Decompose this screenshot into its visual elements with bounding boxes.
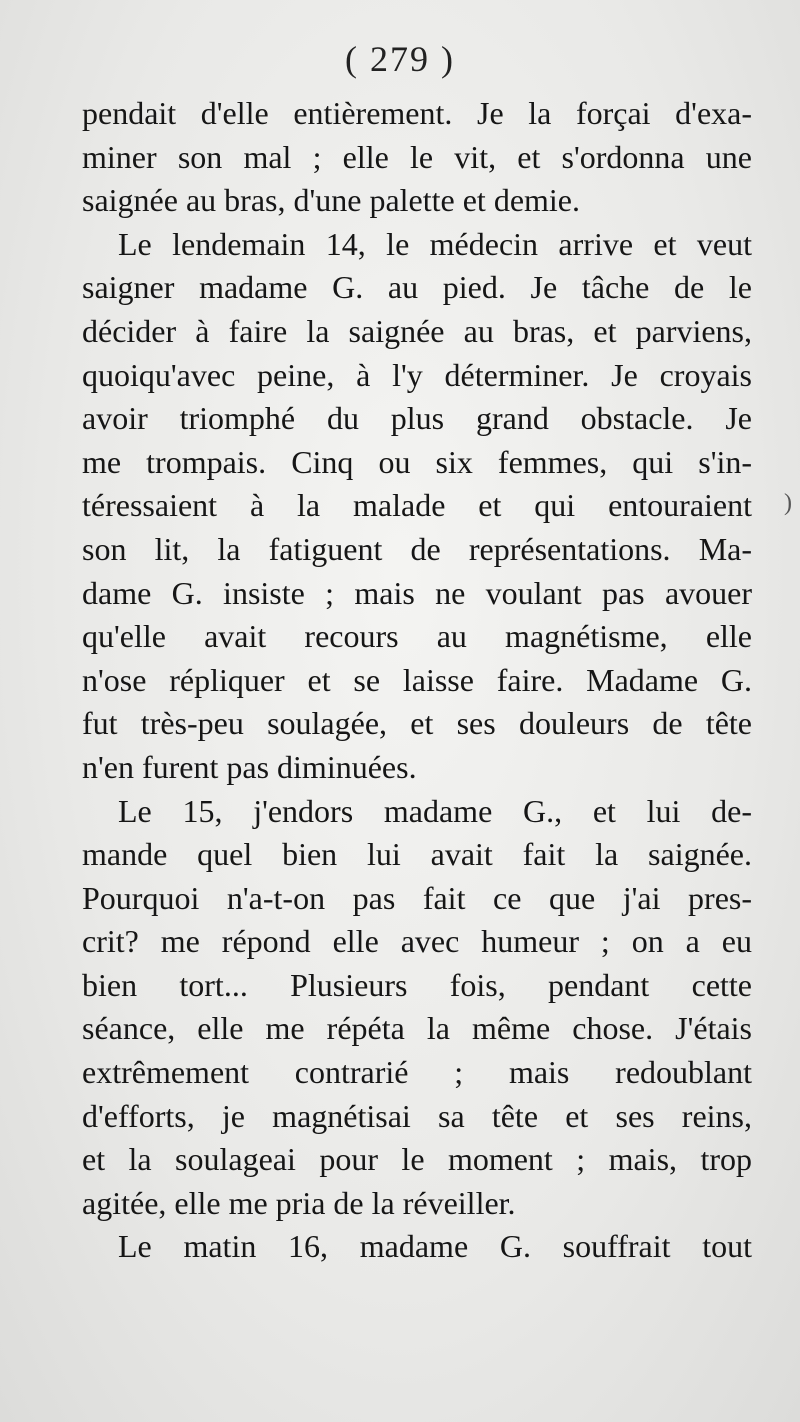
text-line: avoir triomphé du plus grand obstacle. Je <box>82 400 752 437</box>
text-line: saigner madame G. au pied. Je tâche de le <box>82 269 752 306</box>
page-number: ( 279 ) <box>345 39 455 79</box>
text-line: fut très-peu soulagée, et ses douleurs de tête <box>82 705 752 742</box>
text-line: qu'elle avait recours au magnétisme, elle <box>82 618 752 655</box>
text-line: dame G. insiste ; mais ne voulant pas avouer <box>82 574 752 611</box>
text-line: Le 15, j'endors madame G., et lui de- <box>118 792 752 829</box>
text-line: Pourquoi n'a-t-on pas fait ce que j'ai pres- <box>82 879 752 916</box>
margin-mark: ) <box>784 490 792 516</box>
text-line: d'efforts, je magnétisai sa tête et ses reins, <box>82 1097 752 1134</box>
text-line: téressaient à la malade et qui entouraient <box>82 487 752 524</box>
text-line: me trompais. Cinq ou six femmes, qui s'in- <box>82 443 752 480</box>
text-line: décider à faire la saignée au bras, et parviens, <box>82 312 752 349</box>
text-line: Le lendemain 14, le médecin arrive et veut <box>118 225 752 262</box>
text-line: séance, elle me répéta la même chose. J'étais <box>82 1010 752 1047</box>
text-line: pendait d'elle entièrement. Je la forçai d'exa- <box>82 95 752 131</box>
text-line: mande quel bien lui avait fait la saignée. <box>82 836 752 873</box>
text-line: Le matin 16, madame G. souffrait tout <box>118 1228 752 1265</box>
text-line: extrêmement contrarié ; mais redoublant <box>82 1054 752 1091</box>
text-line: bien tort... Plusieurs fois, pendant cette <box>82 966 752 1003</box>
text-line: quoiqu'avec peine, à l'y déterminer. Je croyais <box>82 356 752 393</box>
text-line: saignée au bras, d'une palette et demie. <box>82 182 580 219</box>
text-line: n'en furent pas diminuées. <box>82 748 417 785</box>
text-line: miner son mal ; elle le vit, et s'ordonna une <box>82 138 752 175</box>
text-line: crit? me répond elle avec humeur ; on a eu <box>82 923 752 960</box>
body-text <box>82 92 752 1269</box>
text-line: son lit, la fatiguent de représentations. Ma- <box>82 530 752 567</box>
text-line: n'ose répliquer et se laisse faire. Madame G. <box>82 661 752 698</box>
text-line: agitée, elle me pria de la réveiller. <box>82 1184 516 1221</box>
text-line: et la soulageai pour le moment ; mais, trop <box>82 1141 752 1178</box>
